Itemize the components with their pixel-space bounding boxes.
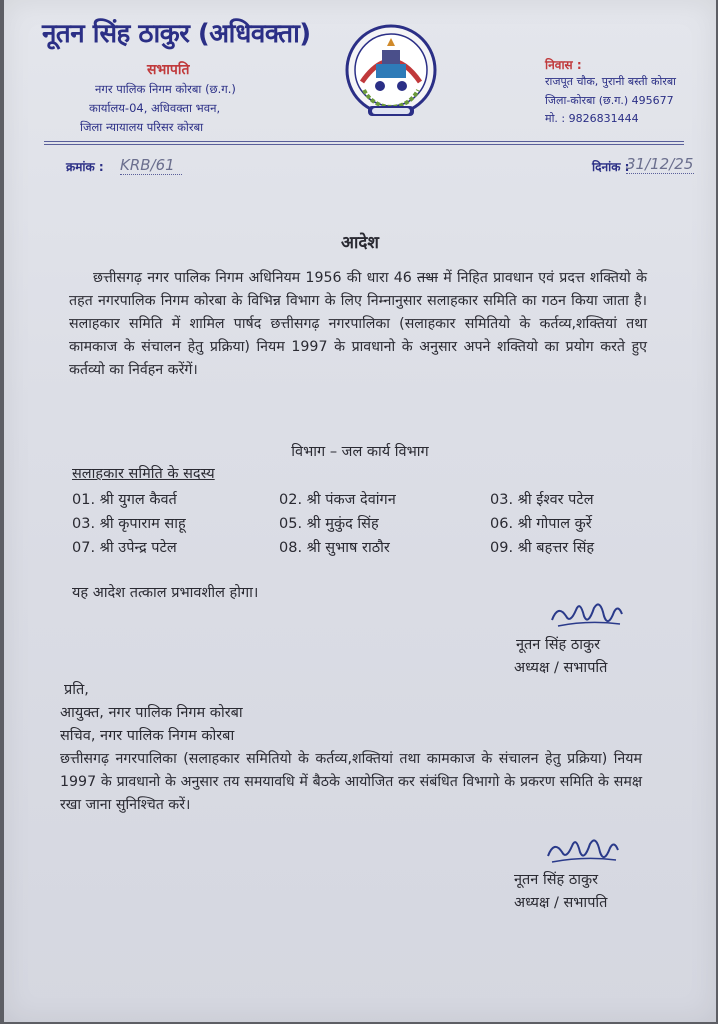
copy-recipient: सचिव, नगर पालिक निगम कोरबा <box>60 728 235 744</box>
copy-recipient: आयुक्त, नगर पालिक निगम कोरबा <box>60 705 243 721</box>
letterhead-post: सभापति <box>147 62 190 78</box>
order-body-text: में निहित प्रावधान एवं प्रदत्त शक्तियो के तहत नगरपालिक निगम कोरबा के विभिन्न विभाग के लिए निम्नानुसार सलाहकार समिति का गठन किया जाता है। सलाहकार समिति में शामिल पार्षद छत्तीसगढ़ नगरपालिका (सलाहकार समितियो के कर्तव्य,शक्तियां तथा कामकाज के संचालन हेतु प्रक्रिया) नियम 1997 के प्रावधानो के अनुसार अपने शक्तियो का प्रयोग करते हुए कर्तव्यो का निर्वहन करेंगें। <box>69 270 647 378</box>
order-body <box>69 267 647 382</box>
date-label: दिनांक : <box>592 160 630 174</box>
header-divider <box>44 141 684 142</box>
handwritten-signature <box>548 594 626 638</box>
letterhead-address-line: नगर पालिक निगम कोरबा (छ.ग.) <box>95 82 236 96</box>
order-effective-line: यह आदेश तत्काल प्रभावशील होगा। <box>72 585 259 601</box>
member-item: 07. श्री उपेन्द्र पटेल <box>72 540 177 556</box>
member-item: 01. श्री युगल कैवर्त <box>72 492 177 508</box>
letterhead-name: नूतन सिंह ठाकुर (अधिवक्ता) <box>42 19 311 49</box>
korba-municipal-emblem <box>342 20 440 128</box>
member-item: 03. श्री ईश्वर पटेल <box>490 492 594 508</box>
residence-line: राजपूत चौक, पुरानी बस्ती कोरबा <box>545 75 676 88</box>
handwritten-signature <box>544 828 622 872</box>
members-heading: सलाहकार समिति के सदस्य <box>72 466 215 482</box>
member-item: 05. श्री मुकुंद सिंह <box>279 516 379 532</box>
date-value: 31/12/25 <box>626 155 694 173</box>
signatory-name: नूतन सिंह ठाकुर <box>516 637 601 653</box>
copy-to-label: प्रति, <box>64 682 89 698</box>
member-item: 09. श्री बहत्तर सिंह <box>490 540 595 556</box>
copy-instruction: छत्तीसगढ़ नगरपालिका (सलाहकार समितियो के कर्तव्य,शक्तियां तथा कामकाज के संचालन हेतु प्रक्रिया) नियम 1997 के प्रावधानो के अनुसार तय समयावधि में बैठके आयोजित कर संबंधित विभागो के प्रकरण समिति के समक्ष रखा जाना सुनिश्चित करें। <box>60 751 642 813</box>
letter-page <box>4 0 716 1022</box>
letterhead-address-line: कार्यालय-04, अधिवक्ता भवन, <box>89 101 221 115</box>
order-title: आदेश <box>341 233 379 253</box>
member-item: 02. श्री पंकज देवांगन <box>279 492 396 508</box>
member-item: 06. श्री गोपाल कुर्रे <box>490 516 592 532</box>
reference-number-value: KRB/61 <box>120 156 182 175</box>
member-item: 03. श्री कृपाराम साहू <box>72 516 186 532</box>
struck-word: तथा <box>417 270 438 286</box>
signatory-name: नूतन सिंह ठाकुर <box>514 872 599 888</box>
department-heading: विभाग – जल कार्य विभाग <box>291 444 429 460</box>
residence-phone: मो. : 9826831444 <box>545 112 639 125</box>
letterhead-address-line: जिला न्यायालय परिसर कोरबा <box>80 120 204 134</box>
reference-number-label: क्रमांक : <box>66 160 104 174</box>
signatory-designation: अध्यक्ष / सभापति <box>514 895 608 911</box>
residence-label: निवास : <box>545 58 582 72</box>
header-divider <box>44 144 684 145</box>
order-body-text: छत्तीसगढ़ नगर पालिक निगम अधिनियम 1956 की धारा 46 <box>93 270 418 286</box>
member-item: 08. श्री सुभाष राठौर <box>279 540 390 556</box>
residence-line: जिला-कोरबा (छ.ग.) 495677 <box>545 94 674 107</box>
signatory-designation: अध्यक्ष / सभापति <box>514 660 608 676</box>
